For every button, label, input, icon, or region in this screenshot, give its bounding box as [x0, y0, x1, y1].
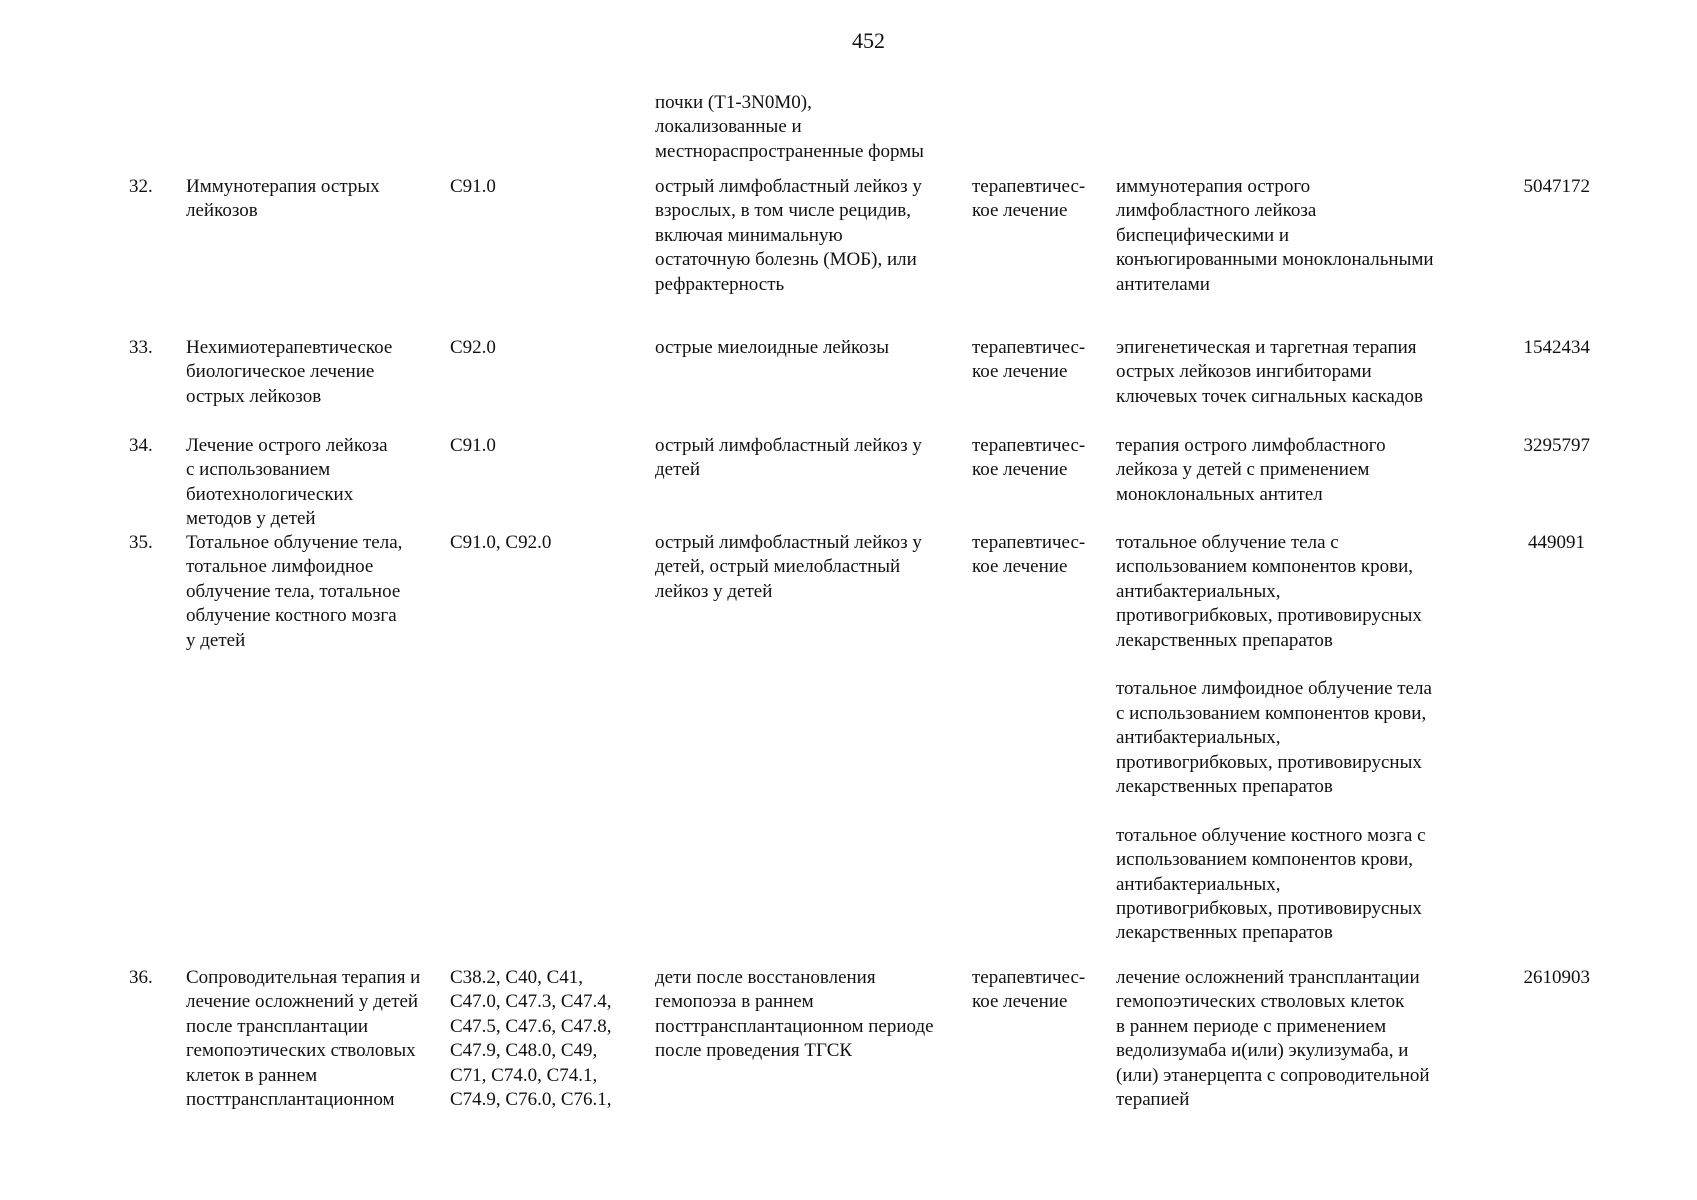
- text-line: острый лимфобластный лейкоз у: [655, 532, 922, 553]
- text-line: противогрибковых, противовирусных: [1116, 898, 1422, 920]
- method-block: [1116, 677, 1476, 799]
- text-line: антибактериальных,: [1116, 873, 1281, 895]
- text-line: C47.0, C47.3, C47.4,: [450, 991, 612, 1013]
- text-line: включая минимальную: [655, 224, 843, 246]
- text-line: противогрибковых, противовирусных: [1116, 605, 1422, 627]
- treatment-type: [972, 966, 1117, 1015]
- treatment-name: [186, 336, 441, 409]
- method-block: [1116, 824, 1476, 946]
- text-line: почки (T1-3N0M0),: [655, 92, 812, 113]
- text-line: лечение осложнений трансплантации: [1116, 967, 1420, 988]
- treatment-type: [972, 531, 1117, 580]
- text-line: биотехнологических: [186, 483, 354, 505]
- patient-model: [655, 434, 960, 483]
- row-number: 36.: [129, 967, 153, 988]
- text-line: у детей: [186, 629, 246, 651]
- method-block: [1116, 336, 1476, 409]
- text-line: местнораспространенные формы: [655, 140, 924, 162]
- text-line: остаточную болезнь (МОБ), или: [655, 249, 917, 271]
- text-line: тотальное лимфоидное облучение тела: [1116, 678, 1432, 700]
- text-line: детей, острый миелобластный: [655, 556, 901, 578]
- text-line: биспецифическими и: [1116, 224, 1290, 246]
- standard-cost: 3295797: [1523, 435, 1590, 456]
- text-line: острые миелоидные лейкозы: [655, 337, 890, 358]
- text-line: ведолизумаба и(или) экулизумаба, и: [1116, 1040, 1409, 1062]
- standard-cost: 1542434: [1523, 337, 1590, 358]
- text-line: с использованием: [186, 459, 331, 481]
- text-line: рефрактерность: [655, 273, 785, 295]
- text-line: после проведения ТГСК: [655, 1040, 853, 1062]
- treatment-method: [1116, 966, 1476, 1112]
- text-line: в раннем периоде с применением: [1116, 1015, 1387, 1037]
- text-line: кое лечение: [972, 200, 1068, 222]
- text-line: после трансплантации: [186, 1015, 369, 1037]
- text-line: конъюгированными моноклональными: [1116, 249, 1434, 271]
- text-line: посттрансплантационном периоде: [655, 1015, 934, 1037]
- treatment-method: [1116, 434, 1476, 507]
- row-number: 32.: [129, 176, 153, 197]
- text-line: терапией: [1116, 1089, 1190, 1111]
- text-line: терапевтичес-: [972, 337, 1086, 358]
- text-line: C92.0: [450, 337, 496, 358]
- text-line: облучение тела, тотальное: [186, 580, 401, 602]
- treatment-name: [186, 531, 441, 653]
- text-line: взрослых, в том числе рецидив,: [655, 200, 911, 222]
- text-line: гемопоэтических стволовых клеток: [1116, 991, 1405, 1013]
- text-line: терапевтичес-: [972, 176, 1086, 197]
- text-line: методов у детей: [186, 508, 316, 530]
- icd-codes: [450, 175, 645, 199]
- text-line: с использованием компонентов крови,: [1116, 702, 1427, 724]
- text-line: C47.9, C48.0, C49,: [450, 1040, 598, 1062]
- text-line: C91.0, C92.0: [450, 532, 552, 553]
- treatment-name: [186, 966, 441, 1112]
- treatment-type: [972, 434, 1117, 483]
- text-line: лейкоза у детей с применением: [1116, 459, 1370, 481]
- treatment-type: [972, 175, 1117, 224]
- text-line: кое лечение: [972, 459, 1068, 481]
- text-line: острый лимфобластный лейкоз у: [655, 435, 922, 456]
- treatment-method: [1116, 336, 1476, 409]
- text-line: клеток в раннем: [186, 1064, 318, 1086]
- treatment-method: [1116, 175, 1476, 297]
- text-line: терапевтичес-: [972, 435, 1086, 456]
- text-line: антителами: [1116, 273, 1210, 295]
- text-line: C38.2, C40, C41,: [450, 967, 584, 988]
- text-line: эпигенетическая и таргетная терапия: [1116, 337, 1417, 358]
- method-block: [1116, 531, 1476, 653]
- text-line: локализованные и: [655, 116, 802, 138]
- patient-model: [655, 531, 960, 604]
- text-line: C74.9, C76.0, C76.1,: [450, 1089, 612, 1111]
- text-line: терапия острого лимфобластного: [1116, 435, 1386, 456]
- text-line: биологическое лечение: [186, 361, 375, 383]
- text-line: тотальное лимфоидное: [186, 556, 374, 578]
- text-line: кое лечение: [972, 556, 1068, 578]
- treatment-name: [186, 434, 441, 532]
- text-line: (или) этанерцепта с сопроводительной: [1116, 1064, 1430, 1086]
- row-number: 34.: [129, 435, 153, 456]
- text-line: лимфобластного лейкоза: [1116, 200, 1317, 222]
- text-line: C91.0: [450, 176, 496, 197]
- text-line: Тотальное облучение тела,: [186, 532, 403, 553]
- text-line: C91.0: [450, 435, 496, 456]
- text-line: Сопроводительная терапия и: [186, 967, 421, 988]
- text-line: иммунотерапия острого: [1116, 176, 1311, 197]
- text-line: C71, C74.0, C74.1,: [450, 1064, 598, 1086]
- text-line: кое лечение: [972, 991, 1068, 1013]
- patient-model: [655, 966, 960, 1064]
- text-line: Иммунотерапия острых: [186, 176, 380, 197]
- text-line: лекарственных препаратов: [1116, 776, 1333, 798]
- text-line: лейкоз у детей: [655, 580, 773, 602]
- patient-model: [655, 336, 960, 360]
- row-number: 33.: [129, 337, 153, 358]
- text-line: острых лейкозов ингибиторами: [1116, 361, 1372, 383]
- standard-cost: 2610903: [1523, 967, 1590, 988]
- text-line: Нехимиотерапевтическое: [186, 337, 393, 358]
- text-line: лекарственных препаратов: [1116, 629, 1333, 651]
- method-block: [1116, 966, 1476, 1112]
- row-number: 35.: [129, 532, 153, 553]
- text-line: гемопоэза в раннем: [655, 991, 814, 1013]
- patient-model: [655, 175, 960, 297]
- icd-codes: [450, 966, 645, 1112]
- page-number: 452: [852, 28, 885, 53]
- continued-model-cell: [655, 91, 955, 164]
- text-line: острый лимфобластный лейкоз у: [655, 176, 922, 197]
- method-block: [1116, 175, 1476, 297]
- text-line: лейкозов: [186, 200, 258, 222]
- text-line: терапевтичес-: [972, 967, 1086, 988]
- text-line: дети после восстановления: [655, 967, 876, 988]
- treatment-method: [1116, 531, 1476, 946]
- text-line: Лечение острого лейкоза: [186, 435, 388, 456]
- text-line: терапевтичес-: [972, 532, 1086, 553]
- text-line: кое лечение: [972, 361, 1068, 383]
- treatment-type: [972, 336, 1117, 385]
- text-line: лекарственных препаратов: [1116, 922, 1333, 944]
- treatment-name: [186, 175, 441, 224]
- text-line: тотальное облучение тела с: [1116, 532, 1339, 553]
- icd-codes: [450, 336, 645, 360]
- text-line: облучение костного мозга: [186, 605, 397, 627]
- text-line: использованием компонентов крови,: [1116, 849, 1414, 871]
- text-line: моноклональных антител: [1116, 483, 1323, 505]
- text-line: антибактериальных,: [1116, 727, 1281, 749]
- text-line: гемопоэтических стволовых: [186, 1040, 416, 1062]
- text-line: детей: [655, 459, 701, 481]
- text-line: ключевых точек сигнальных каскадов: [1116, 385, 1424, 407]
- text-line: C47.5, C47.6, C47.8,: [450, 1015, 612, 1037]
- standard-cost: 449091: [1528, 532, 1585, 553]
- text-line: использованием компонентов крови,: [1116, 556, 1414, 578]
- standard-cost: 5047172: [1523, 176, 1590, 197]
- text-line: антибактериальных,: [1116, 580, 1281, 602]
- icd-codes: [450, 531, 645, 555]
- icd-codes: [450, 434, 645, 458]
- text-line: лечение осложнений у детей: [186, 991, 419, 1013]
- text-line: посттрансплантационном: [186, 1089, 395, 1111]
- text-line: острых лейкозов: [186, 385, 322, 407]
- text-line: тотальное облучение костного мозга с: [1116, 824, 1426, 846]
- text-line: противогрибковых, противовирусных: [1116, 751, 1422, 773]
- method-block: [1116, 434, 1476, 507]
